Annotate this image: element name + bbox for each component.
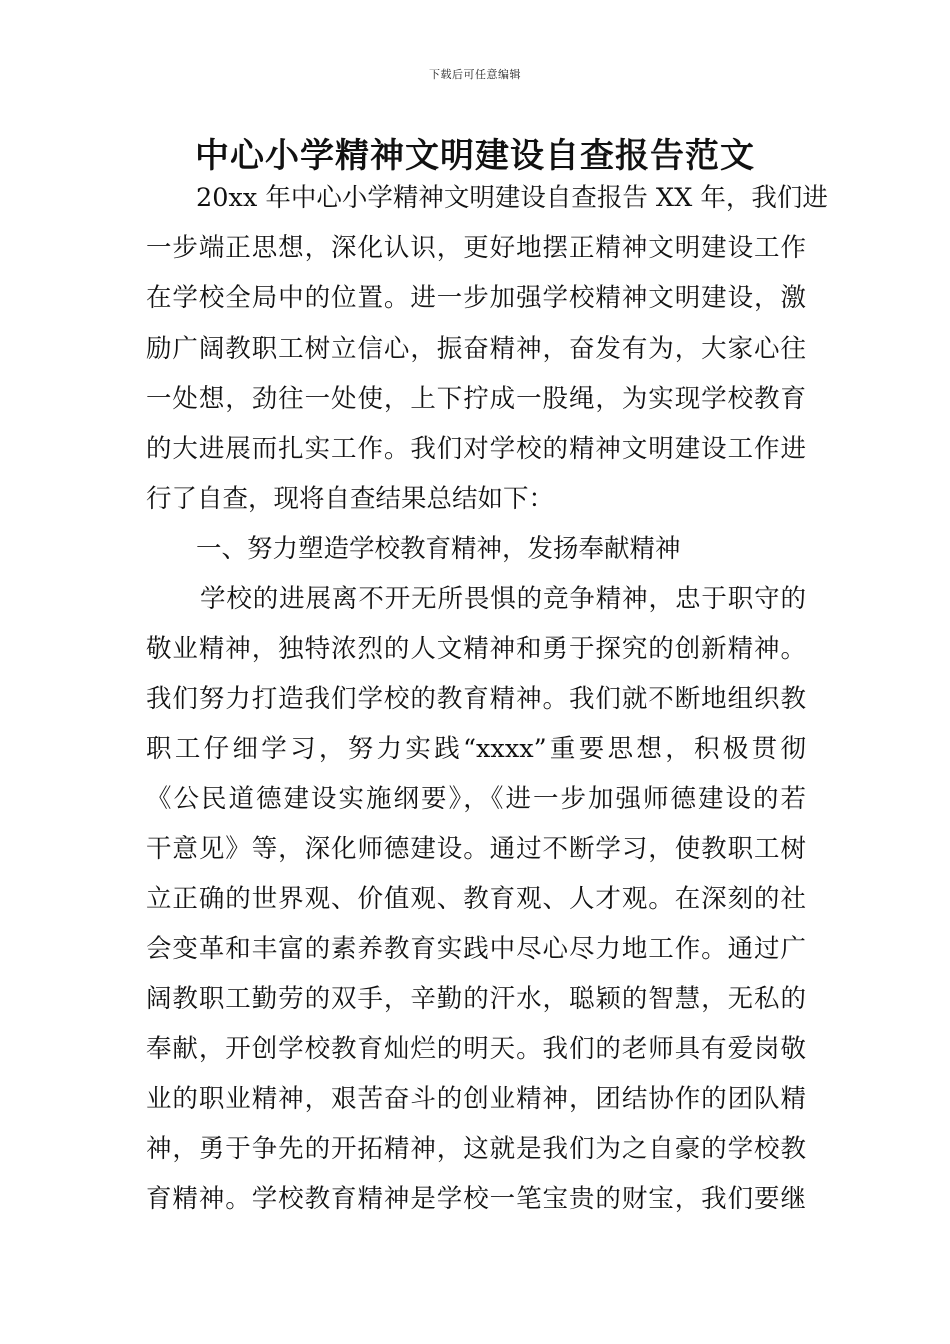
document-title: 中心小学精神文明建设自查报告范文 [195,136,755,176]
body-line: 干意见》等，深化师德建设。通过不断学习，使教职工树 [146,834,806,864]
body-line: 学校的进展离不开无所畏惧的竞争精神，忠于职守的 [200,584,806,614]
body-line: 励广阔教职工树立信心，振奋精神，奋发有为，大家心往 [146,334,806,364]
body-line: 《公民道德建设实施纲要》，《进一步加强师德建设的若 [146,784,806,814]
body-line: 业的职业精神，艰苦奋斗的创业精神，团结协作的团队精 [146,1084,806,1114]
body-line: 会变革和丰富的素养教育实践中尽心尽力地工作。通过广 [146,934,806,964]
header-note: 下载后可任意编辑 [429,68,521,81]
body-line: 的大进展而扎实工作。我们对学校的精神文明建设工作进 [146,434,806,464]
body-line: 一处想，劲往一处使，上下拧成一股绳，为实现学校教育 [146,384,806,414]
body-line: 神，勇于争先的开拓精神，这就是我们为之自豪的学校教 [146,1134,806,1164]
section-heading: 一、努力塑造学校教育精神，发扬奉献精神 [196,534,681,564]
body-line: 敬业精神，独特浓烈的人文精神和勇于探究的创新精神。 [146,634,806,664]
body-line: 立正确的世界观、价值观、教育观、人才观。在深刻的社 [146,884,806,914]
body-line: 阔教职工勤劳的双手，辛勤的汗水，聪颖的智慧，无私的 [146,984,806,1014]
body-line: 育精神。学校教育精神是学校一笔宝贵的财宝，我们要继 [146,1184,806,1214]
body-line: 在学校全局中的位置。进一步加强学校精神文明建设，激 [146,283,806,313]
body-line: 奉献，开创学校教育灿烂的明天。我们的老师具有爱岗敬 [146,1034,806,1064]
body-line: 行了自查，现将自查结果总结如下： [146,484,555,514]
body-line: 我们努力打造我们学校的教育精神。我们就不断地组织教 [146,684,806,714]
body-line: 职工仔细学习，努力实践“xxxx”重要思想，积极贯彻 [146,734,806,764]
body-line: 20xx 年中心小学精神文明建设自查报告 XX 年，我们进 [196,183,828,213]
body-line: 一步端正思想，深化认识，更好地摆正精神文明建设工作 [146,233,806,263]
